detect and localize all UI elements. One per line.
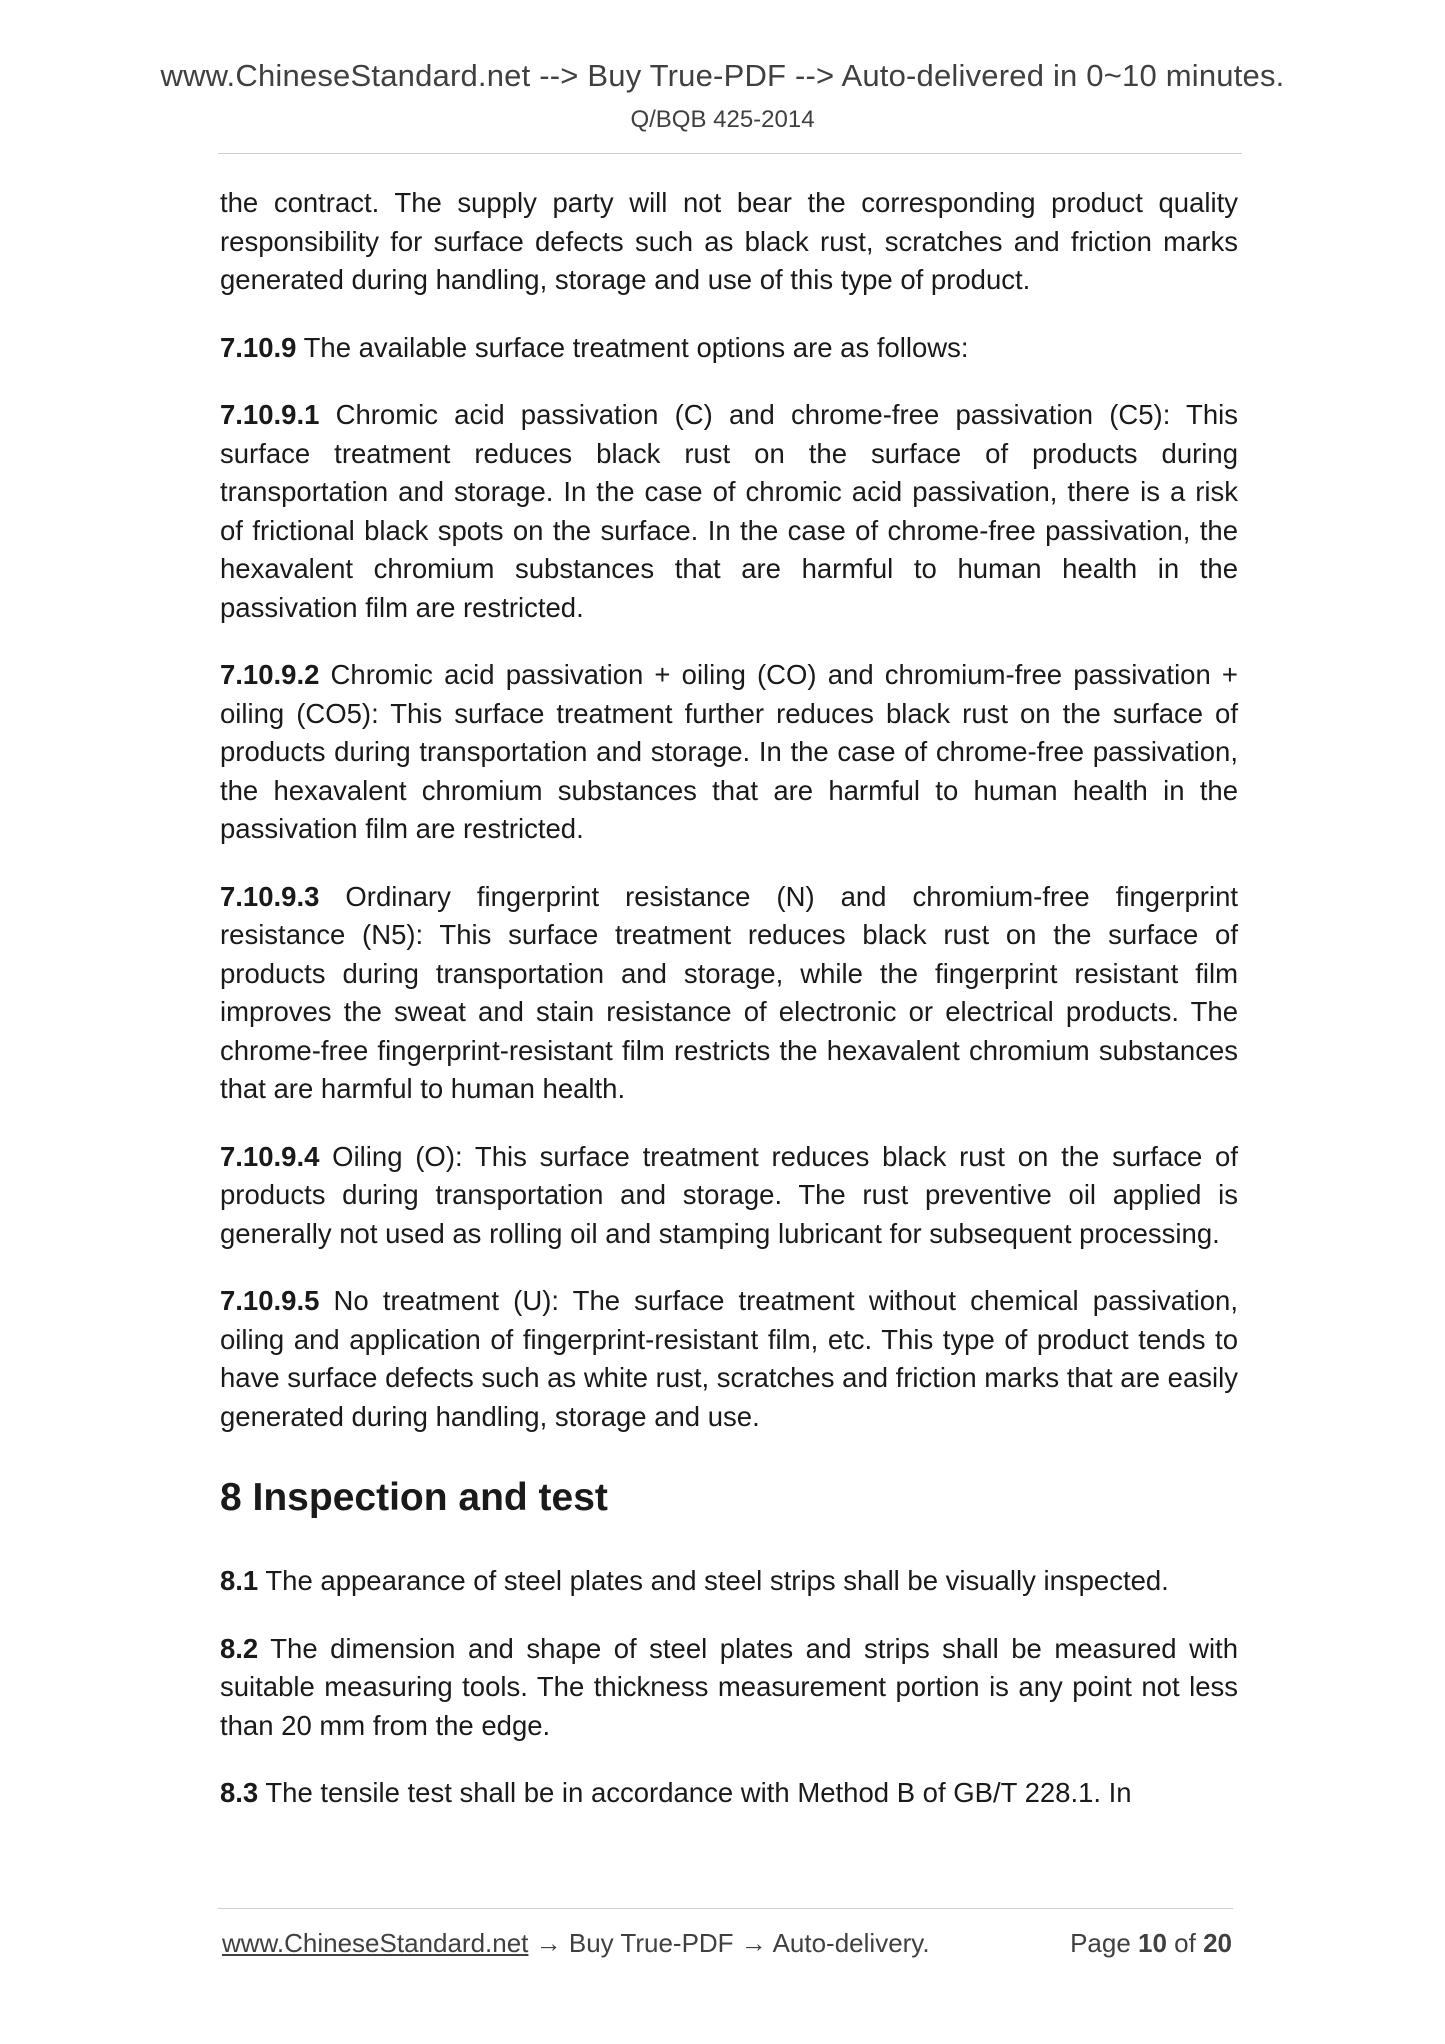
clause-text: Ordinary fingerprint resistance (N) and chromium-free fingerprint resistance (N5): This surface treatment reduces black rust on the surface of products during transportation and storage, while the fingerprint resistant film improves the sweat and stain resistance of electronic or electrical products. The chrome-free fingerprint-resistant film restricts the hexavalent chromium substances that are harmful to human health. xyxy=(220,880,1238,1104)
header-divider xyxy=(218,153,1242,154)
clause-number: 7.10.9.1 xyxy=(220,399,320,430)
clause-8-1 xyxy=(220,1562,1238,1601)
footer-tagline xyxy=(222,1928,930,1959)
clause-7-10-9-3 xyxy=(220,878,1238,1109)
clause-number: 7.10.9 xyxy=(220,331,297,363)
clause-text: Chromic acid passivation (C) and chrome-free passivation (C5): This surface treatment reduces black rust on the surface of products during transportation and storage. In the case of chromic acid passivation, there is a risk of frictional black spots on the surface. In the case of chrome-free passivation, the hexavalent chromium substances that are harmful to human health in the passivation film are restricted. xyxy=(220,399,1238,623)
paragraph-text: the contract. The supply party will not bear the corresponding product quality responsibility for surface defects such as black rust, scratches and friction marks generated during handling, storage and use of this type of product. xyxy=(220,187,1238,295)
clause-7-10-9-1 xyxy=(220,396,1238,627)
clause-number: 8.2 xyxy=(220,1632,259,1664)
section-heading: 8 Inspection and test xyxy=(220,1476,608,1519)
clause-text: Oiling (O): This surface treatment reduces black rust on the surface of products during transportation and storage. The rust preventive oil applied is generally not used as rolling oil and stamping lubricant for subsequent processing. xyxy=(220,1140,1238,1249)
page-total: 20 xyxy=(1203,1928,1232,1958)
document-body xyxy=(220,184,1238,1842)
clause-number: 8.1 xyxy=(220,1565,259,1596)
clause-7-10-9-5 xyxy=(220,1282,1238,1436)
page-label: Page xyxy=(1070,1928,1139,1958)
paragraph-continuation xyxy=(220,184,1238,300)
page-number xyxy=(1070,1928,1232,1959)
clause-text: The appearance of steel plates and steel strips shall be visually inspected. xyxy=(258,1565,1169,1596)
clause-text: The available surface treatment options are as follows: xyxy=(296,331,969,363)
document-id: Q/BQB 425-2014 xyxy=(630,106,815,133)
clause-text: The dimension and shape of steel plates and strips shall be measured with suitable measuring tools. The thickness measurement portion is any point not less than 20 mm from the edge. xyxy=(220,1632,1238,1741)
header-banner: www.ChineseStandard.net --> Buy True-PDF --> Auto-delivered in 0~10 minutes. xyxy=(160,58,1285,93)
page-of: of xyxy=(1166,1928,1204,1958)
clause-8-3 xyxy=(220,1774,1238,1813)
clause-text: No treatment (U): The surface treatment without chemical passivation, oiling and application of fingerprint-resistant film, etc. This type of product tends to have surface defects such as white rust, scratches and friction marks that are easily generated during handling, storage and use. xyxy=(220,1285,1238,1432)
footer-link[interactable]: www.ChineseStandard.net xyxy=(222,1928,529,1958)
clause-7-10-9 xyxy=(220,329,1238,368)
clause-number: 8.3 xyxy=(220,1777,259,1808)
clause-number: 7.10.9.3 xyxy=(220,880,320,912)
footer-divider xyxy=(218,1908,1233,1909)
clause-7-10-9-4 xyxy=(220,1138,1238,1254)
clause-number: 7.10.9.2 xyxy=(220,659,320,690)
clause-text: The tensile test shall be in accordance with Method B of GB/T 228.1. In xyxy=(258,1777,1132,1808)
clause-7-10-9-2 xyxy=(220,656,1238,849)
clause-number: 7.10.9.5 xyxy=(220,1285,320,1316)
clause-8-2 xyxy=(220,1630,1238,1746)
footer-tagline-text: → Buy True-PDF → Auto-delivery. xyxy=(528,1928,930,1958)
page-current: 10 xyxy=(1138,1928,1167,1958)
clause-number: 7.10.9.4 xyxy=(220,1140,320,1172)
clause-text: Chromic acid passivation + oiling (CO) and chromium-free passivation + oiling (CO5): This surface treatment further reduces black rust on the surface of products during transportation and storage. In the case of chrome-free passivation, the hexavalent chromium substances that are harmful to human health in the passivation film are restricted. xyxy=(220,659,1238,844)
